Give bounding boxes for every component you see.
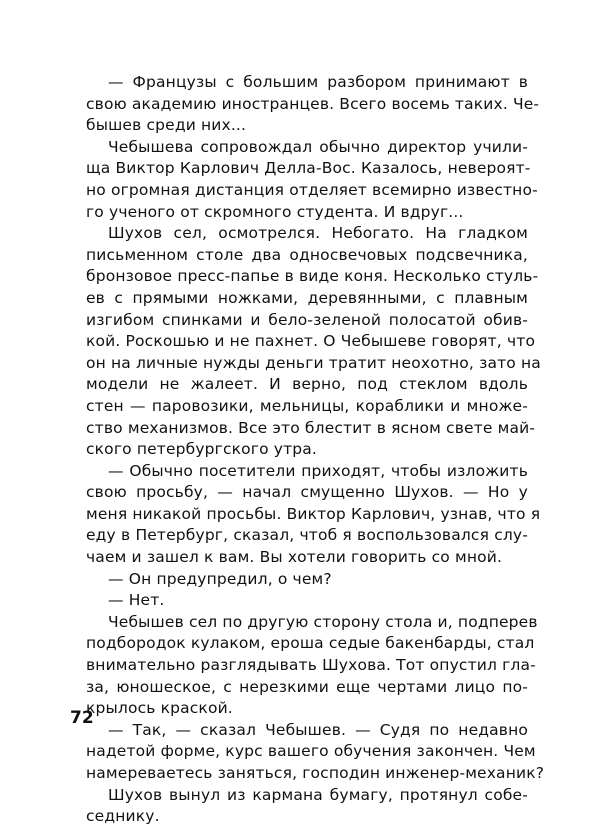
text-line: ство механизмов. Все это блестит в ясном свете май- bbox=[86, 418, 536, 437]
text-line: внимательно разглядывать Шухова. Тот опустил гла- bbox=[86, 656, 536, 675]
text-line: изгибом спинками и бело-зеленой полосатой обив- bbox=[86, 310, 528, 329]
text-line: — Так, — сказал Чебышев. — Судя по недавно bbox=[108, 720, 528, 739]
text-line: Чебышева сопровождал обычно директор учили- bbox=[108, 137, 528, 156]
text-line: меня никакой просьбы. Виктор Карлович, узнав, что я bbox=[86, 504, 541, 523]
text-line: — Обычно посетители приходят, чтобы изложить bbox=[108, 461, 528, 480]
text-line: го ученого от скромного студента. И вдруг... bbox=[86, 202, 464, 221]
text-line: надетой форме, курс вашего обучения закончен. Чем bbox=[86, 742, 536, 761]
text-line: подбородок кулаком, ероша седые бакенбарды, стал bbox=[86, 634, 535, 653]
text-line: Шухов сел, осмотрелся. Небогато. На гладком bbox=[108, 224, 528, 243]
text-line: ща Виктор Карлович Делла-Вос. Казалось, невероят- bbox=[86, 159, 531, 178]
text-line: за, юношеское, с нерезкими еще чертами лицо по- bbox=[86, 677, 528, 696]
text-line: — Нет. bbox=[108, 591, 165, 610]
text-line: письменном столе два односвечовых подсвечника, bbox=[86, 245, 528, 264]
text-line: ев с прямыми ножками, деревянными, с плавным bbox=[86, 288, 528, 307]
text-line: стен — паровозики, мельницы, кораблики и множе- bbox=[86, 396, 528, 415]
text-line: но огромная дистанция отделяет всемирно известно- bbox=[86, 180, 538, 199]
body-text bbox=[86, 72, 545, 828]
text-line: модели не жалеет. И верно, под стеклом вдоль bbox=[86, 375, 528, 394]
text-line: он на личные нужды деньги тратит неохотно, зато на bbox=[86, 353, 541, 372]
text-line: намереваетесь заняться, господин инженер-механик? bbox=[86, 764, 545, 782]
page-number: 72 bbox=[70, 708, 94, 728]
text-line: — Он предупредил, о чем? bbox=[108, 569, 332, 588]
text-line: свою просьбу, — начал смущенно Шухов. — Но у bbox=[86, 483, 528, 502]
text-line: свою академию иностранцев. Всего восемь таких. Че- bbox=[86, 94, 540, 113]
text-line: Чебышев сел по другую сторону стола и, подперев bbox=[108, 612, 538, 631]
text-line: ского петербургского утра. bbox=[86, 440, 317, 459]
text-line: кой. Роскошью и не пахнет. О Чебышеве говорят, что bbox=[86, 332, 536, 351]
text-line: чаем и зашел к вам. Вы хотели говорить со мной. bbox=[86, 548, 503, 567]
text-line: бронзовое пресс-папье в виде коня. Несколько стуль- bbox=[86, 267, 539, 286]
text-line: Шухов вынул из кармана бумагу, протянул собе- bbox=[108, 785, 528, 804]
text-line: седнику. bbox=[86, 807, 160, 826]
text-line: — Французы с большим разбором принимают в bbox=[108, 73, 528, 91]
text-line: бышев среди них... bbox=[86, 116, 247, 135]
text-line: еду в Петербург, сказал, чтоб я воспользовался слу- bbox=[86, 526, 528, 545]
text-line: крылось краской. bbox=[86, 699, 233, 718]
